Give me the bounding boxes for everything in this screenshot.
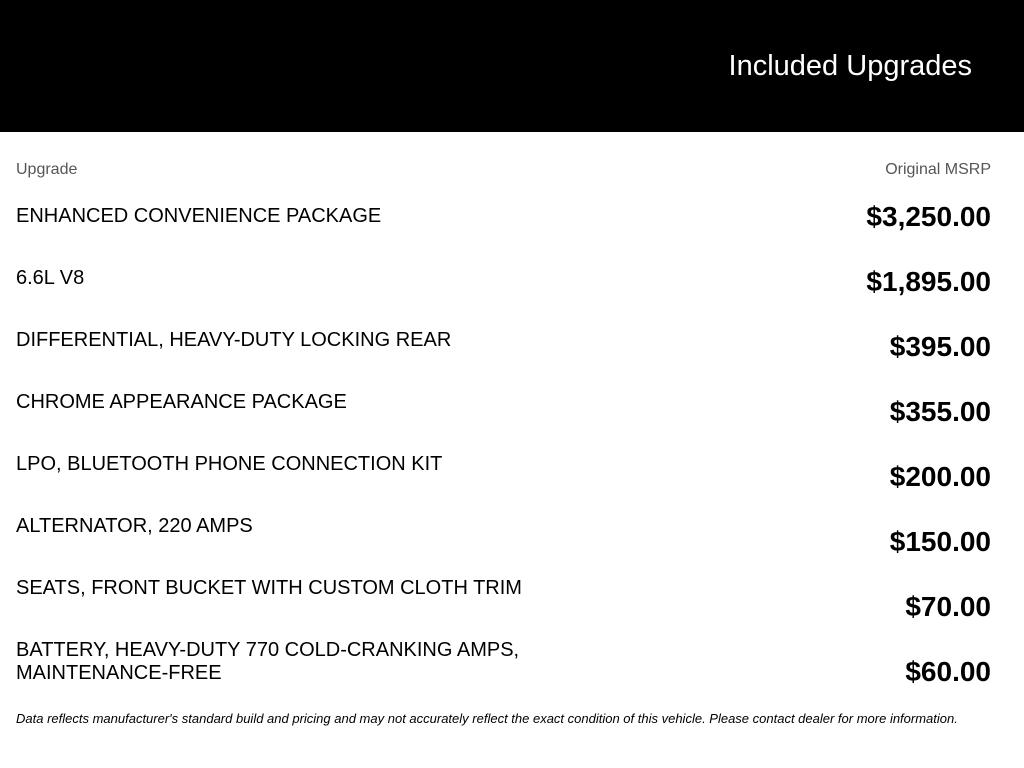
upgrade-row [16,505,991,567]
upgrade-price: $3,250.00 [866,201,991,232]
upgrade-row [16,257,991,319]
upgrade-price: $70.00 [905,591,991,622]
upgrade-price: $1,895.00 [866,266,991,297]
page-title: Included Upgrades [728,50,972,82]
upgrade-row [16,195,991,257]
upgrade-name: LPO, BLUETOOTH PHONE CONNECTION KIT [16,453,443,475]
upgrade-price: $355.00 [889,396,991,427]
page-header [0,0,1024,132]
upgrade-list [16,195,991,691]
upgrade-price: $395.00 [889,331,991,362]
upgrade-row [16,381,991,443]
upgrade-name: 6.6L V8 [16,267,85,289]
upgrade-name: BATTERY, HEAVY-DUTY 770 COLD-CRANKING AMPS, MAINTENANCE-FREE [16,639,520,684]
upgrade-name: SEATS, FRONT BUCKET WITH CUSTOM CLOTH TRIM [16,577,522,599]
upgrade-name: ENHANCED CONVENIENCE PACKAGE [16,205,382,227]
upgrade-name: ALTERNATOR, 220 AMPS [16,515,253,537]
upgrade-row [16,319,991,381]
upgrade-row [16,443,991,505]
upgrade-row [16,629,991,691]
upgrade-price: $200.00 [889,461,991,492]
upgrade-name: CHROME APPEARANCE PACKAGE [16,391,347,413]
upgrade-column-header: Upgrade [16,161,78,178]
msrp-column-header: Original MSRP [885,161,991,178]
disclaimer-text: Data reflects manufacturer's standard build and pricing and may not accurately reflect the exact condition of this vehicle. Please contact dealer for more information. [16,711,958,726]
upgrade-row [16,567,991,629]
upgrade-name: DIFFERENTIAL, HEAVY-DUTY LOCKING REAR [16,329,452,351]
upgrade-price: $60.00 [905,656,991,687]
upgrade-price: $150.00 [889,526,991,557]
